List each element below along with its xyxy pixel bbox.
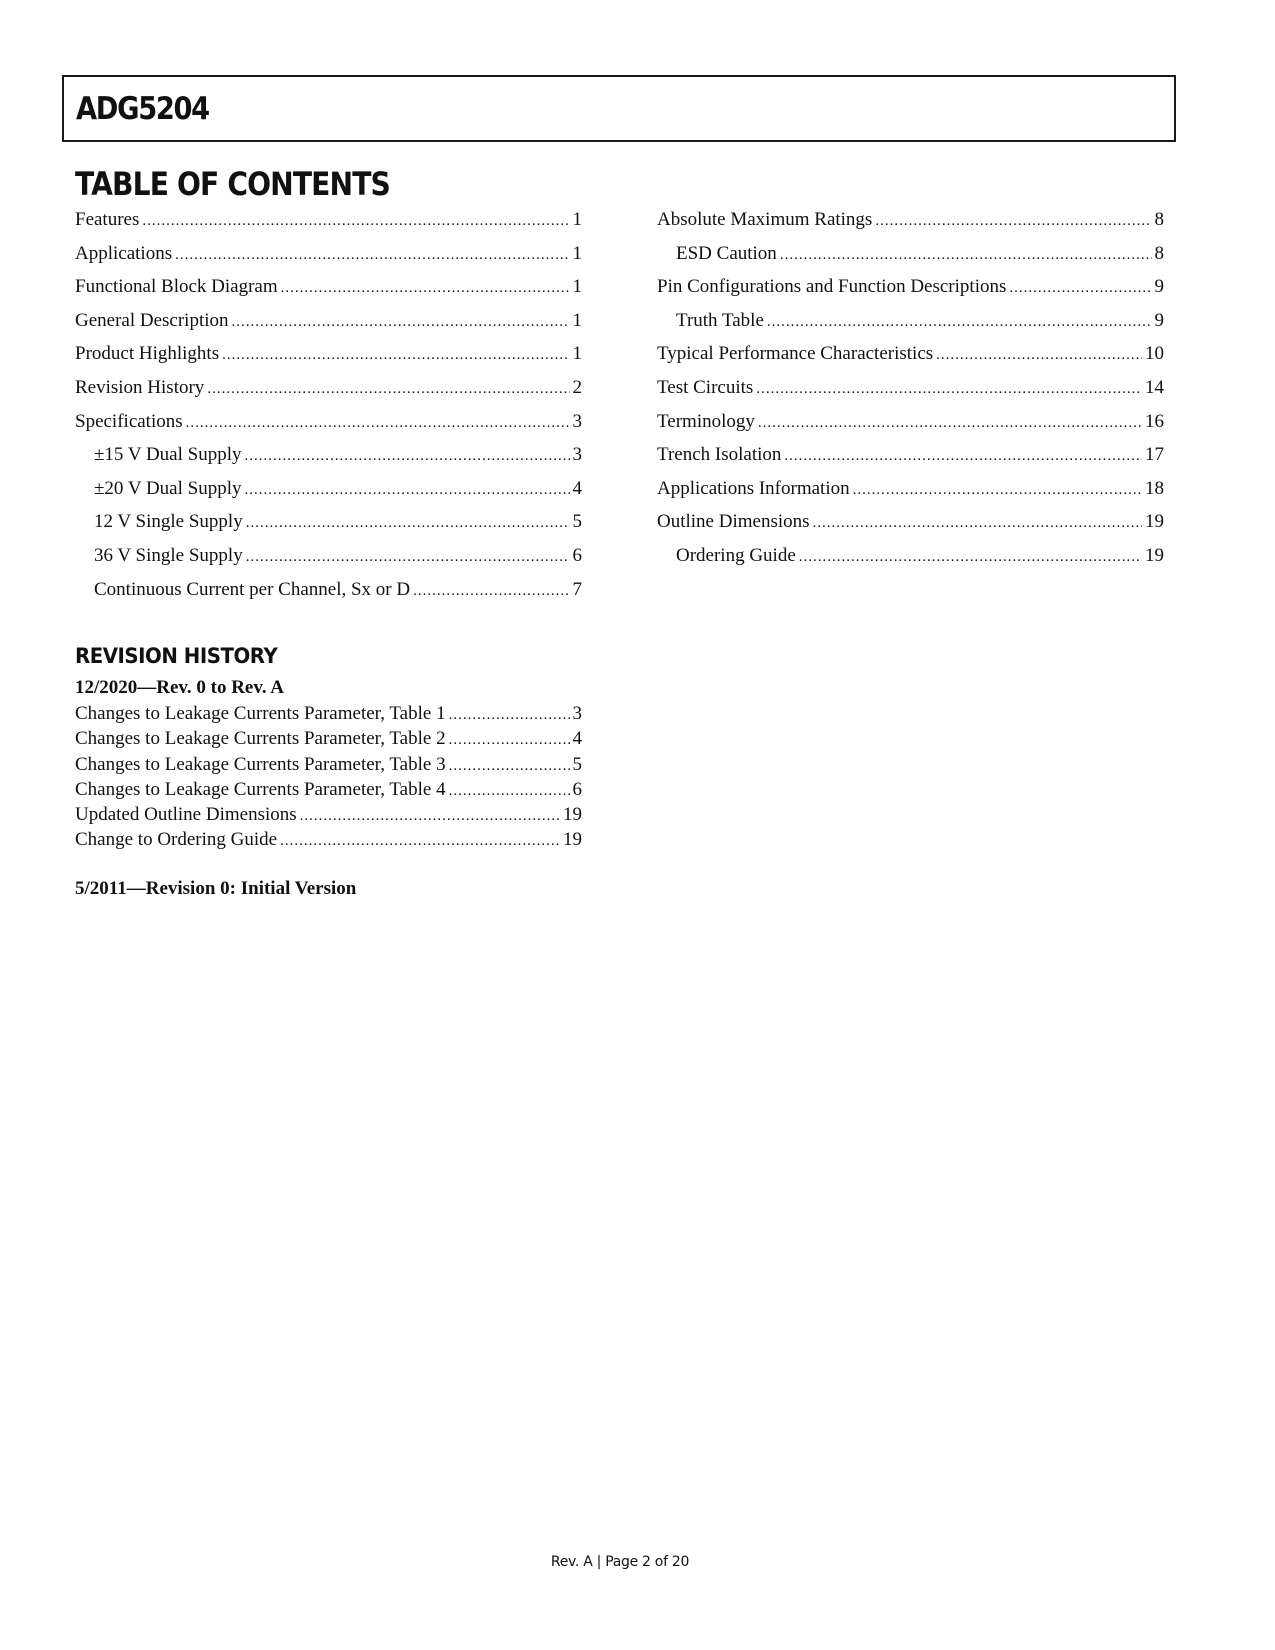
revision-entry-label: Changes to Leakage Currents Parameter, Table 4 xyxy=(75,778,446,800)
toc-entry-label: Trench Isolation xyxy=(657,444,782,466)
dot-leader xyxy=(936,339,1142,373)
toc-entry-label: Pin Configurations and Function Descriptions xyxy=(657,276,1007,298)
dot-leader xyxy=(449,728,570,753)
toc-entry[interactable] xyxy=(75,270,582,304)
toc-entry[interactable] xyxy=(657,505,1164,539)
toc-entry[interactable] xyxy=(657,438,1164,472)
toc-entry-label: Applications xyxy=(75,242,173,264)
toc-entry[interactable] xyxy=(75,539,582,573)
toc-entry[interactable] xyxy=(657,237,1164,271)
dot-leader xyxy=(281,272,570,306)
revision-entry-page-number: 6 xyxy=(572,778,582,800)
dot-leader xyxy=(1009,272,1151,306)
dot-leader xyxy=(280,829,560,854)
toc-entry-label: 36 V Single Supply xyxy=(94,544,243,566)
toc-entry[interactable] xyxy=(657,371,1164,405)
dot-leader xyxy=(449,754,570,779)
dot-leader xyxy=(207,373,569,407)
dot-leader xyxy=(813,507,1142,541)
revision-0-title: 5/2011—Revision 0: Initial Version xyxy=(75,878,357,899)
toc-entry-page-number: 2 xyxy=(572,376,582,398)
revision-entry-page-number: 19 xyxy=(563,804,582,826)
toc-entry-page-number: 5 xyxy=(572,511,582,533)
toc-entry[interactable] xyxy=(657,472,1164,506)
toc-entry[interactable] xyxy=(657,203,1164,237)
toc-entry[interactable] xyxy=(75,203,582,237)
revision-entry-page-number: 3 xyxy=(572,703,582,724)
toc-entry-page-number: 1 xyxy=(572,309,582,331)
dot-leader xyxy=(232,306,570,340)
revision-a-title: 12/2020—Rev. 0 to Rev. A xyxy=(75,677,284,698)
toc-entry-page-number: 3 xyxy=(572,444,582,466)
revision-entry-page-number: 19 xyxy=(563,829,582,851)
toc-entry[interactable] xyxy=(657,539,1164,573)
toc-entry-label: Revision History xyxy=(75,376,205,398)
toc-entry[interactable] xyxy=(75,505,582,539)
dot-leader xyxy=(449,779,570,804)
revision-entry-label: Changes to Leakage Currents Parameter, Table 3 xyxy=(75,753,446,775)
page-footer: Rev. A | Page 2 of 20 xyxy=(550,1554,690,1570)
revision-entry[interactable] xyxy=(75,802,582,827)
toc-entry-page-number: 17 xyxy=(1145,444,1164,466)
revision-entry-label: Changes to Leakage Currents Parameter, Table 1 xyxy=(75,703,446,724)
toc-entry-page-number: 3 xyxy=(572,410,582,432)
toc-entry-label: ESD Caution xyxy=(676,242,777,264)
toc-entry-label: Ordering Guide xyxy=(676,544,796,566)
dot-leader xyxy=(853,474,1142,508)
toc-left-column xyxy=(75,203,582,606)
toc-entry[interactable] xyxy=(75,472,582,506)
dot-leader xyxy=(756,373,1142,407)
toc-entry-label: Functional Block Diagram xyxy=(75,276,278,298)
toc-entry-page-number: 1 xyxy=(572,343,582,365)
revision-entry[interactable] xyxy=(75,701,582,726)
toc-entry-page-number: 10 xyxy=(1145,343,1164,365)
toc-entry[interactable] xyxy=(657,405,1164,439)
toc-entry-page-number: 19 xyxy=(1145,544,1164,566)
revision-entry-label: Changes to Leakage Currents Parameter, Table 2 xyxy=(75,728,446,750)
toc-entry-label: Applications Information xyxy=(657,477,850,499)
toc-entry-label: Absolute Maximum Ratings xyxy=(657,209,873,230)
toc-entry[interactable] xyxy=(75,304,582,338)
toc-entry-label: Test Circuits xyxy=(657,376,754,398)
revision-history-heading: REVISION HISTORY xyxy=(75,644,278,668)
revision-a-entries xyxy=(75,701,582,853)
dot-leader xyxy=(784,440,1142,474)
toc-entry-label: Outline Dimensions xyxy=(657,511,810,533)
toc-entry[interactable] xyxy=(75,337,582,371)
dot-leader xyxy=(413,575,569,609)
toc-right-column xyxy=(657,203,1164,573)
revision-a-block xyxy=(75,674,582,853)
dot-leader xyxy=(780,239,1152,273)
dot-leader xyxy=(799,541,1142,575)
toc-entry-page-number: 7 xyxy=(572,578,582,600)
dot-leader xyxy=(767,306,1152,340)
revision-entry-page-number: 4 xyxy=(572,728,582,750)
toc-entry-label: Specifications xyxy=(75,410,183,432)
toc-entry-label: Truth Table xyxy=(676,309,764,331)
toc-entry-page-number: 19 xyxy=(1145,511,1164,533)
toc-entry[interactable] xyxy=(657,304,1164,338)
revision-entry[interactable] xyxy=(75,777,582,802)
dot-leader xyxy=(246,507,570,541)
toc-entry-page-number: 1 xyxy=(572,209,582,230)
dot-leader xyxy=(222,339,569,373)
revision-entry[interactable] xyxy=(75,827,582,852)
toc-entry-page-number: 6 xyxy=(572,544,582,566)
toc-entry[interactable] xyxy=(75,438,582,472)
dot-leader xyxy=(175,239,569,273)
toc-entry[interactable] xyxy=(657,337,1164,371)
toc-entry-label: Continuous Current per Channel, Sx or D xyxy=(94,578,411,600)
toc-entry-page-number: 18 xyxy=(1145,477,1164,499)
dot-leader xyxy=(449,703,570,728)
part-number: ADG5204 xyxy=(76,91,209,127)
toc-entry-page-number: 9 xyxy=(1154,309,1164,331)
toc-entry-page-number: 1 xyxy=(572,242,582,264)
dot-leader xyxy=(758,407,1142,441)
toc-entry[interactable] xyxy=(75,573,582,607)
toc-entry[interactable] xyxy=(75,237,582,271)
dot-leader xyxy=(245,474,570,508)
toc-entry-page-number: 4 xyxy=(572,477,582,499)
dot-leader xyxy=(142,205,569,239)
toc-entry-label: Typical Performance Characteristics xyxy=(657,343,934,365)
toc-entry-label: Terminology xyxy=(657,410,755,432)
toc-entry-label: Product Highlights xyxy=(75,343,220,365)
toc-entry[interactable] xyxy=(75,371,582,405)
toc-entry-page-number: 1 xyxy=(572,276,582,298)
toc-entry[interactable] xyxy=(75,405,582,439)
revision-entry-page-number: 5 xyxy=(572,753,582,775)
toc-entry[interactable] xyxy=(657,270,1164,304)
toc-entry-page-number: 8 xyxy=(1154,209,1164,230)
header-box xyxy=(62,75,1176,142)
toc-entry-page-number: 16 xyxy=(1145,410,1164,432)
dot-leader xyxy=(186,407,570,441)
revision-entry-label: Updated Outline Dimensions xyxy=(75,804,297,826)
dot-leader xyxy=(245,440,570,474)
revision-0-block xyxy=(75,875,582,902)
toc-entry-label: General Description xyxy=(75,309,229,331)
dot-leader xyxy=(300,804,560,829)
toc-entry-label: ±20 V Dual Supply xyxy=(94,477,242,499)
revision-entry-label: Change to Ordering Guide xyxy=(75,829,278,851)
toc-entry-label: ±15 V Dual Supply xyxy=(94,444,242,466)
revision-entry[interactable] xyxy=(75,752,582,777)
toc-entry-page-number: 14 xyxy=(1145,376,1164,398)
toc-entry-label: 12 V Single Supply xyxy=(94,511,243,533)
revision-entry[interactable] xyxy=(75,726,582,751)
dot-leader xyxy=(246,541,570,575)
toc-entry-page-number: 9 xyxy=(1154,276,1164,298)
toc-entry-page-number: 8 xyxy=(1154,242,1164,264)
toc-entry-label: Features xyxy=(75,209,140,230)
dot-leader xyxy=(875,205,1151,239)
toc-title: TABLE OF CONTENTS xyxy=(75,165,390,203)
